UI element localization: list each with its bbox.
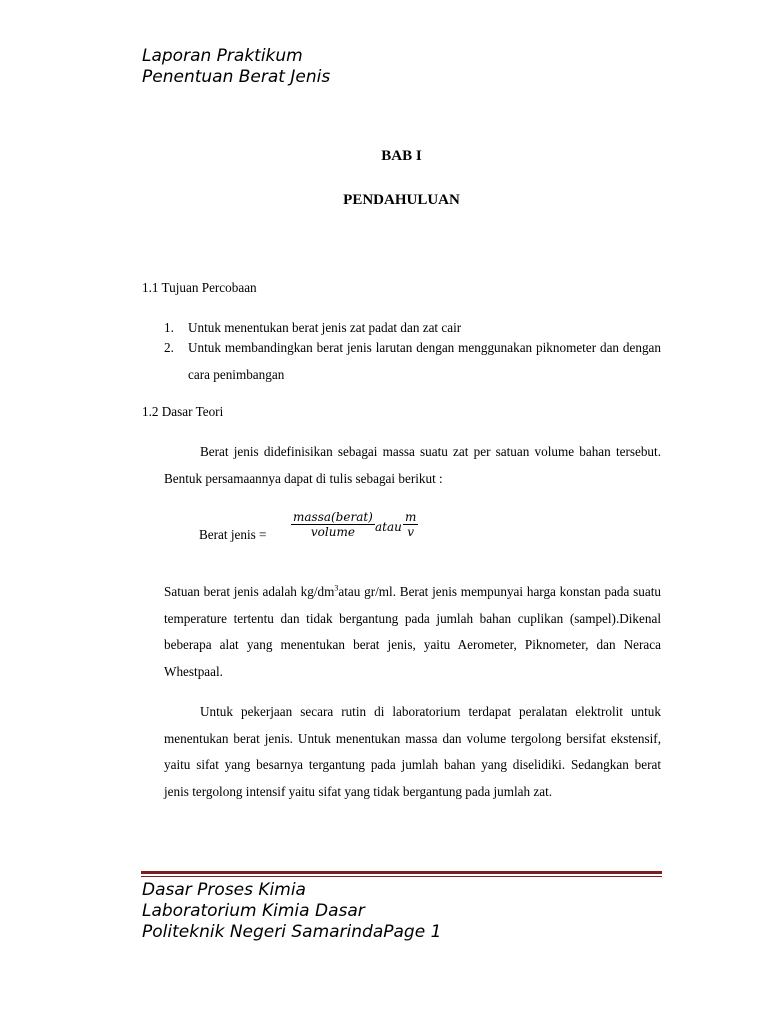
footer-divider-thin bbox=[141, 876, 662, 877]
list-item-text: Untuk membandingkan berat jenis larutan dengan menggunakan piknometer dan dengan cara penimbangan bbox=[188, 340, 661, 382]
paragraph-text: Untuk pekerjaan secara rutin di laboratorium terdapat peralatan elektrolit untuk menentukan berat jenis. Untuk menentukan massa dan volume tergolong bersifat ekstensif, yaitu sifat yang besarnya tergantung pada jumlah bahan yang diselidiki. Sedangkan berat jenis tergolong intensif yaitu sifat yang tidak bergantung pada jumlah zat. bbox=[164, 704, 661, 799]
paragraph-text bbox=[164, 579, 661, 685]
page-footer bbox=[142, 880, 441, 943]
section-heading-tujuan: 1.1 Tujuan Percobaan bbox=[142, 280, 257, 295]
fraction-denominator: volume bbox=[291, 524, 375, 539]
footer-institution: Politeknik Negeri Samarinda bbox=[142, 922, 384, 942]
footer-course: Dasar Proses Kimia bbox=[142, 880, 306, 900]
formula-label: Berat jenis = bbox=[199, 527, 267, 542]
header-title: Laporan Praktikum bbox=[142, 46, 303, 66]
paragraph-units bbox=[164, 579, 661, 685]
list-item-text: Untuk menentukan berat jenis zat padat dan zat cair bbox=[188, 320, 462, 335]
footer-divider-thick bbox=[141, 871, 662, 874]
units-text: Satuan berat jenis adalah kg/dm bbox=[164, 584, 335, 599]
paragraph-definition bbox=[164, 439, 661, 492]
objectives-list bbox=[164, 318, 661, 388]
footer-lab: Laboratorium Kimia Dasar bbox=[142, 901, 365, 921]
page-number: Page 1 bbox=[383, 922, 442, 942]
section-heading-dasar-teori: 1.2 Dasar Teori bbox=[142, 404, 224, 419]
fraction-numerator: m bbox=[405, 510, 417, 524]
paragraph-routine-work bbox=[164, 699, 661, 805]
chapter-number: BAB I bbox=[381, 148, 422, 164]
fraction-denominator: v bbox=[403, 524, 418, 539]
list-item-number: 1. bbox=[164, 320, 174, 335]
list-item-number: 2. bbox=[164, 340, 174, 355]
page-header bbox=[142, 46, 330, 88]
list-item bbox=[164, 335, 661, 388]
superscript-3: 3 bbox=[334, 583, 339, 593]
fraction-numerator: massa(berat) bbox=[293, 510, 373, 524]
header-subtitle: Penentuan Berat Jenis bbox=[142, 67, 331, 87]
footer-institution-line bbox=[142, 922, 441, 943]
units-text-continued: atau gr/ml. Berat jenis mempunyai harga konstan pada suatu temperature tertentu dan tidak bergantung pada jumlah bahan cuplikan (sampel).Dikenal beberapa alat yang menentukan berat jenis, yaitu Aerometer, Piknometer, dan Neraca Whestpaal. bbox=[164, 584, 661, 679]
chapter-title: PENDAHULUAN bbox=[343, 192, 460, 208]
formula-or: atau bbox=[375, 520, 402, 534]
formula-fraction-m-v bbox=[403, 510, 418, 539]
formula-fraction-mass-volume bbox=[291, 510, 375, 539]
paragraph-text: Berat jenis didefinisikan sebagai massa suatu zat per satuan volume bahan tersebut. Bentuk persamaannya dapat di tulis sebagai berikut : bbox=[164, 444, 661, 486]
